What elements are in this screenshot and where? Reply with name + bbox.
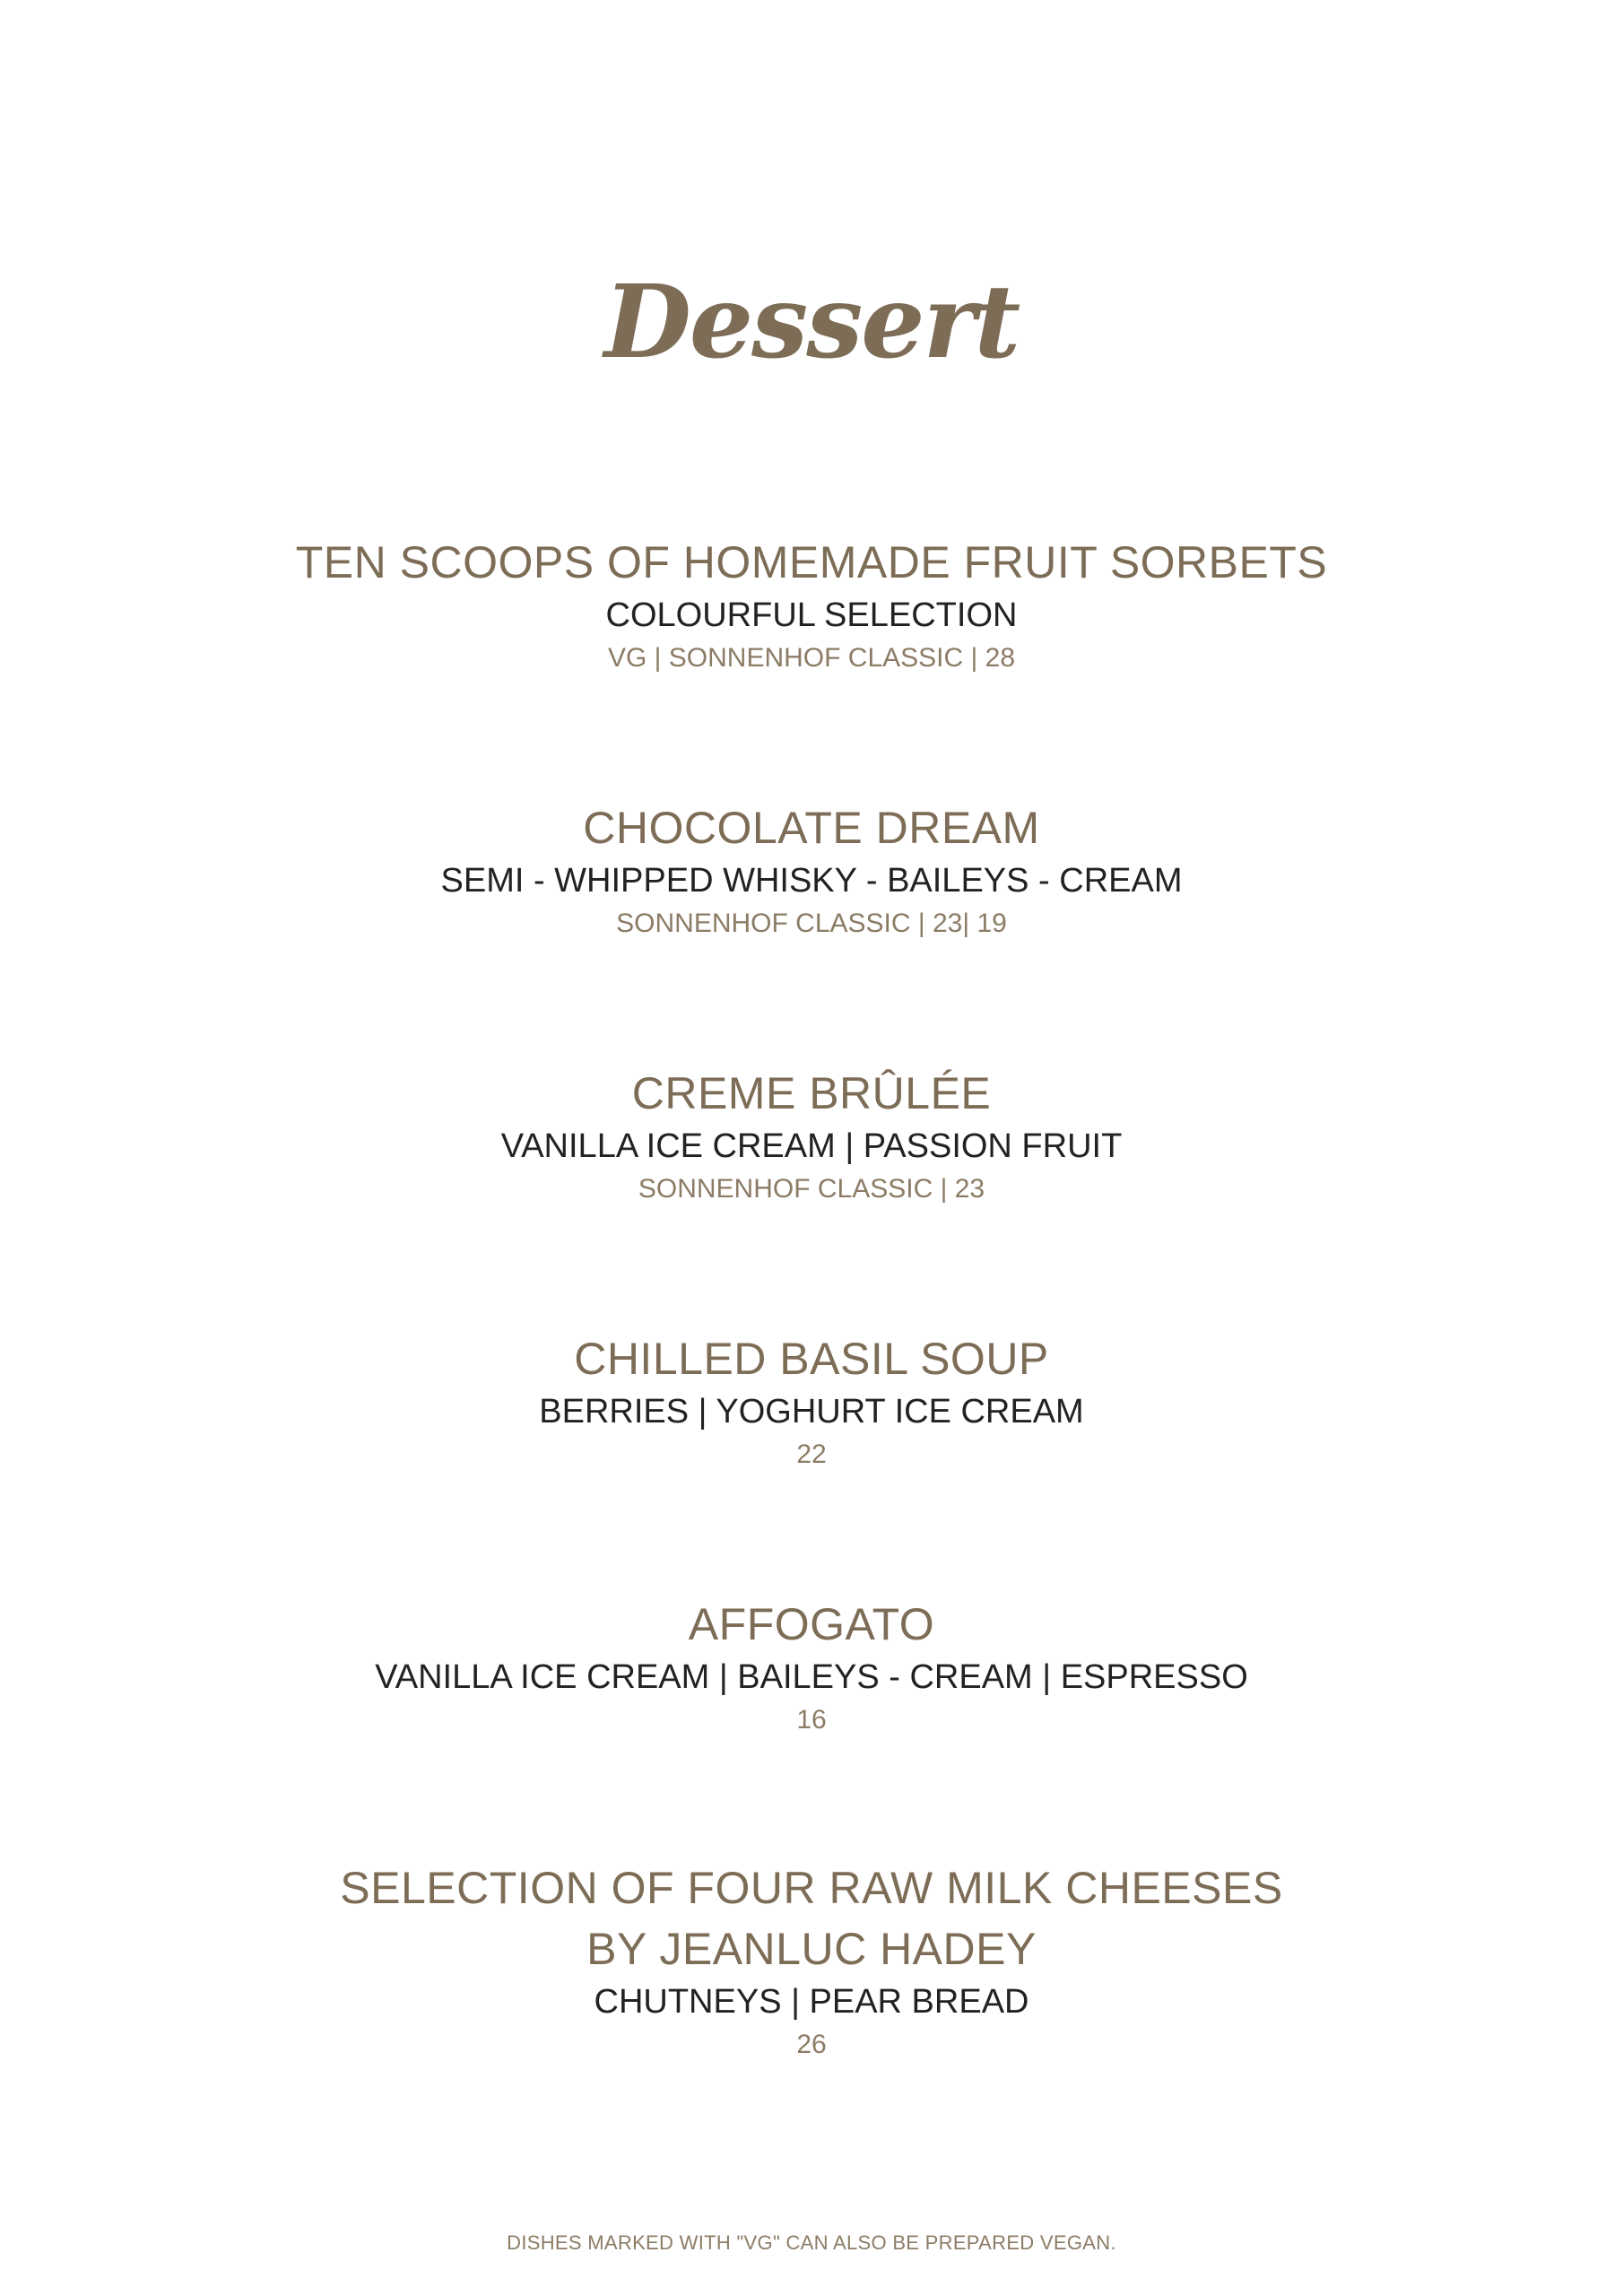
item-meta: 16 [796,1705,827,1735]
item-name: CHOCOLATE DREAM [583,803,1040,853]
item-name: TEN SCOOPS OF HOMEMADE FRUIT SORBETS [295,537,1328,587]
item-description: VANILLA ICE CREAM | PASSION FRUIT [500,1127,1123,1165]
item-meta: 26 [796,2030,827,2059]
vegan-note: DISHES MARKED WITH "VG" CAN ALSO BE PREPARED VEGAN. [507,2231,1116,2254]
menu-item-creme-brulee [0,1063,1623,1210]
item-name-line-2: BY JEANLUC HADEY [586,1924,1037,1974]
menu-item-sorbets [0,532,1623,679]
item-name: CREME BRÛLÉE [631,1068,992,1118]
item-description: CHUTNEYS | PEAR BREAD [594,1983,1029,2021]
item-name [0,1857,1623,1979]
menu-item-cheeses [0,1857,1623,2066]
item-description: VANILLA ICE CREAM | BAILEYS - CREAM | ESPRESSO [375,1658,1248,1696]
page-title: Dessert [603,264,1020,381]
item-description: BERRIES | YOGHURT ICE CREAM [539,1393,1084,1431]
item-name: AFFOGATO [688,1599,935,1649]
item-description: COLOURFUL SELECTION [605,596,1018,634]
item-meta: VG | SONNENHOF CLASSIC | 28 [607,643,1016,673]
item-name: CHILLED BASIL SOUP [574,1334,1049,1384]
item-meta: SONNENHOF CLASSIC | 23 [638,1174,985,1204]
item-meta: 22 [796,1439,827,1469]
item-description: SEMI - WHIPPED WHISKY - BAILEYS - CREAM [440,862,1183,900]
item-name-line-1: SELECTION OF FOUR RAW MILK CHEESES [340,1863,1283,1913]
item-meta: SONNENHOF CLASSIC | 23| 19 [616,909,1007,938]
menu-item-chocolate-dream [0,797,1623,944]
menu-item-affogato [0,1594,1623,1741]
menu-item-basil-soup [0,1328,1623,1475]
